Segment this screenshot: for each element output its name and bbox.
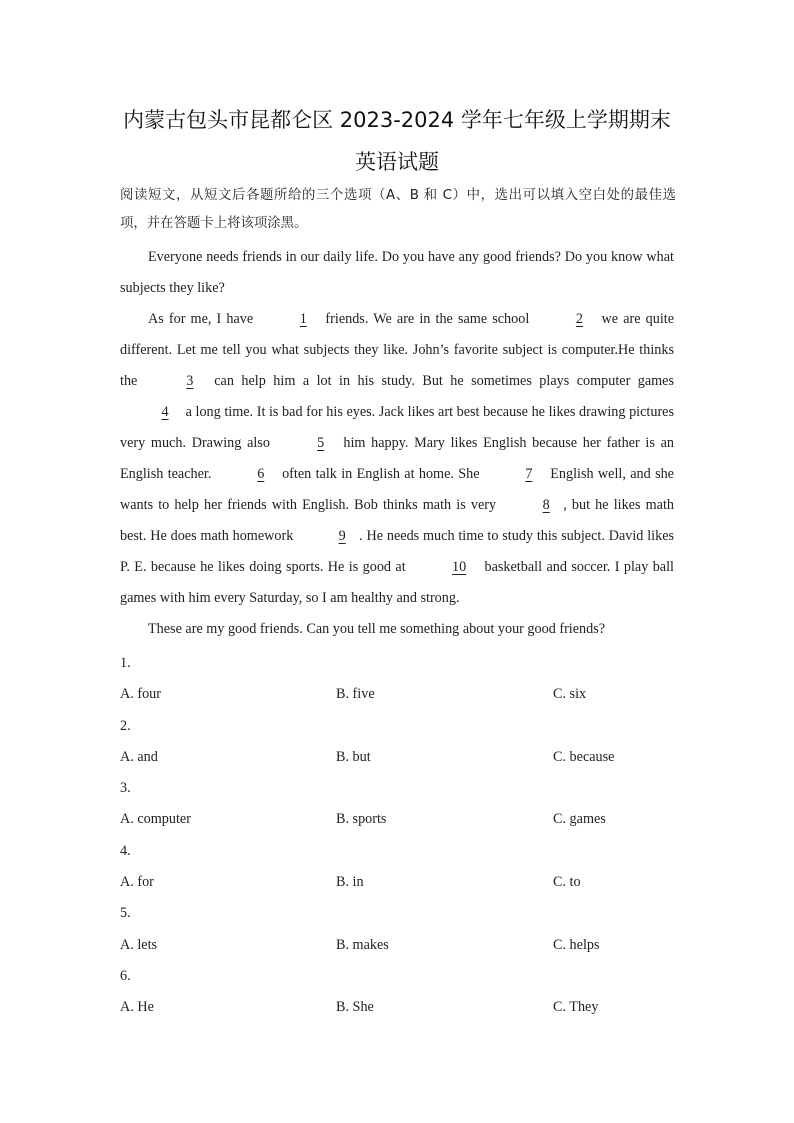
- question-number: 3.: [120, 780, 131, 797]
- question-options: [120, 867, 680, 898]
- option-b[interactable]: B. in: [336, 874, 364, 891]
- option-b[interactable]: B. but: [336, 748, 371, 765]
- question-options: [120, 992, 680, 1023]
- passage-text: we are quite different. Let me tell you what subjects they like. John’s favorite subject is computer.He thinks the: [120, 311, 674, 389]
- option-c[interactable]: C. to: [553, 874, 581, 891]
- passage-text: , but he likes math best. He does math homework: [120, 497, 674, 544]
- blank-10: 10: [452, 559, 467, 575]
- option-c[interactable]: C. six: [553, 686, 587, 703]
- passage-text: . He needs much time to study this subject. David likes P. E. because he likes doing sports. He is good at: [120, 528, 675, 575]
- question-options: [120, 742, 680, 773]
- option-a[interactable]: A. and: [120, 748, 158, 765]
- question-number: 2.: [120, 717, 131, 734]
- option-a[interactable]: A. lets: [120, 936, 158, 953]
- instructions: 阅读短文，从短文后各题所给的三个选项（A、B 和 C）中，选出可以填入空白处的最佳选项，并在答题卡上将该项涂黑。: [120, 188, 676, 231]
- blank-1: 1: [299, 311, 307, 327]
- passage-text: him happy. Mary likes English because her father is an English teacher.: [120, 435, 674, 482]
- option-b[interactable]: B. She: [336, 999, 374, 1016]
- blank-9: 9: [338, 528, 346, 544]
- question-options: [120, 804, 680, 835]
- question-number: 5.: [120, 905, 131, 922]
- passage-text: basketball and soccer. I play ball games with him every Saturday, so I am healthy and strong.: [120, 559, 674, 606]
- passage-text: can help him a lot in his study. But he sometimes plays computer games: [206, 373, 674, 389]
- question-number: 4.: [120, 842, 131, 859]
- passage-text: a long time. It is bad for his eyes. Jack likes art best because he likes drawing pictures very much. Drawing also: [120, 404, 674, 451]
- question-number: 1.: [120, 655, 131, 671]
- passage-text: friends. We are in the same school: [320, 311, 535, 327]
- passage-text: As for me, I have: [148, 311, 259, 327]
- passage-text: English well, and she wants to help her friends with English. Bob thinks math is very: [120, 466, 674, 513]
- option-c[interactable]: C. helps: [553, 936, 600, 953]
- passage-paragraph-2: [120, 304, 674, 614]
- blank-3: 3: [186, 373, 194, 389]
- blank-6: 6: [257, 466, 265, 482]
- passage-text: often talk in English at home. She: [277, 466, 484, 482]
- option-c[interactable]: C. because: [553, 748, 615, 765]
- option-a[interactable]: A. computer: [120, 811, 191, 828]
- option-c[interactable]: C. games: [553, 811, 606, 828]
- reading-passage: [120, 242, 674, 645]
- blank-2: 2: [575, 311, 583, 327]
- passage-paragraph-3: These are my good friends. Can you tell me something about your good friends?: [148, 621, 606, 637]
- option-a[interactable]: A. four: [120, 686, 161, 703]
- blank-8: 8: [542, 497, 550, 513]
- option-b[interactable]: B. makes: [336, 936, 389, 953]
- page-title: 内蒙古包头市昆都仑区 2023-2024 学年七年级上学期期末: [123, 108, 671, 132]
- question-options: [120, 679, 680, 710]
- option-b[interactable]: B. sports: [336, 811, 387, 828]
- blank-5: 5: [317, 435, 325, 451]
- page-subtitle: 英语试题: [355, 150, 439, 174]
- question-number: 6.: [120, 967, 131, 984]
- option-a[interactable]: A. He: [120, 999, 154, 1016]
- blank-7: 7: [525, 466, 533, 482]
- option-c[interactable]: C. They: [553, 999, 599, 1016]
- question-list: [120, 648, 680, 1024]
- question-options: [120, 930, 680, 961]
- option-a[interactable]: A. for: [120, 874, 154, 891]
- passage-paragraph-1: Everyone needs friends in our daily life. Do you have any good friends? Do you know what subjects they like?: [120, 249, 674, 296]
- option-b[interactable]: B. five: [336, 686, 375, 703]
- blank-4: 4: [161, 404, 169, 420]
